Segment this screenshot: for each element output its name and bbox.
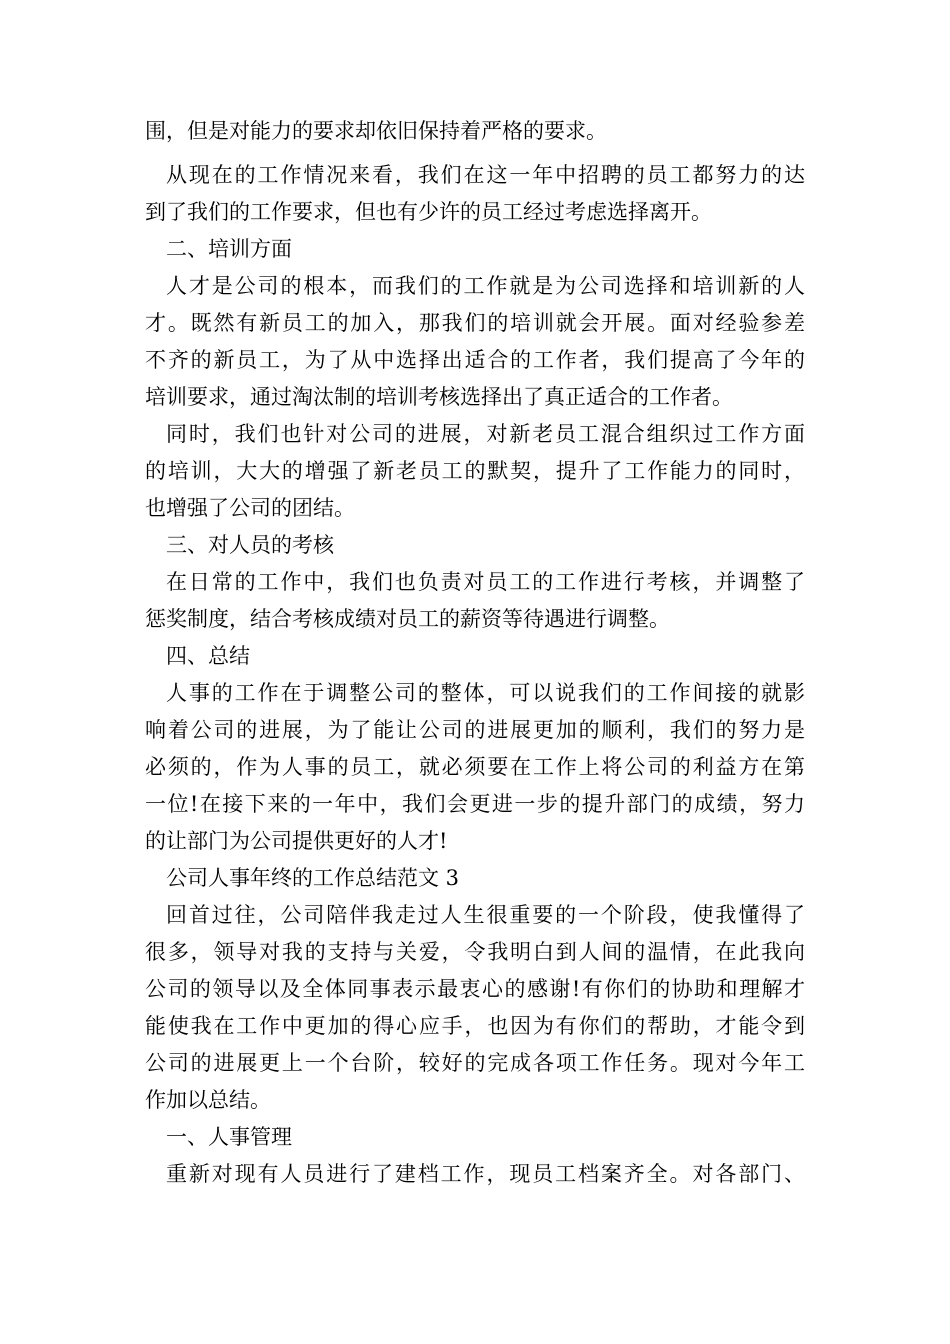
paragraph-line: 从现在的工作情况来看，我们在这一年中招聘的员工都努力的达 [166, 163, 805, 187]
section-heading: 二、培训方面 [166, 237, 292, 261]
paragraph-line: 到了我们的工作要求，但也有少许的员工经过考虑选择离开。 [145, 200, 712, 224]
paragraph-line: 公司的领导以及全体同事表示最衷心的感谢!有你们的协助和理解才 [145, 977, 805, 1001]
paragraph-line: 的让部门为公司提供更好的人才! [145, 829, 448, 853]
section-heading: 四、总结 [166, 644, 250, 668]
paragraph-line: 的培训，大大的增强了新老员工的默契，提升了工作能力的同时， [145, 459, 805, 483]
section-heading: 一、人事管理 [166, 1125, 292, 1149]
paragraph-line: 同时，我们也针对公司的进展，对新老员工混合组织过工作方面 [166, 422, 805, 446]
paragraph-line: 在日常的工作中，我们也负责对员工的工作进行考核，并调整了 [166, 570, 805, 594]
paragraph-line: 重新对现有人员进行了建档工作，现员工档案齐全。对各部门、 [166, 1162, 805, 1186]
paragraph-line: 人才是公司的根本，而我们的工作就是为公司选择和培训新的人 [166, 274, 805, 298]
paragraph-line: 公司的进展更上一个台阶，较好的完成各项工作任务。现对今年工 [145, 1051, 805, 1075]
paragraph-line: 作加以总结。 [145, 1088, 271, 1112]
paragraph-line: 一位!在接下来的一年中，我们会更进一步的提升部门的成绩，努力 [145, 792, 805, 816]
article-title: 公司人事年终的工作总结范文 3 [166, 866, 460, 890]
paragraph-line: 回首过往，公司陪伴我走过人生很重要的一个阶段，使我懂得了 [166, 903, 805, 927]
paragraph-line: 不齐的新员工，为了从中选择出适合的工作者，我们提高了今年的 [145, 348, 805, 372]
paragraph-line: 也增强了公司的团结。 [145, 496, 355, 520]
section-heading: 三、对人员的考核 [166, 533, 334, 557]
paragraph-line: 能使我在工作中更加的得心应手，也因为有你们的帮助，才能令到 [145, 1014, 805, 1038]
paragraph-line: 惩奖制度，结合考核成绩对员工的薪资等待遇进行调整。 [145, 607, 670, 631]
paragraph-line: 才。既然有新员工的加入，那我们的培训就会开展。面对经验参差 [145, 311, 805, 335]
paragraph-line: 培训要求，通过淘汰制的培训考核选择出了真正适合的工作者。 [145, 385, 733, 409]
paragraph-line: 人事的工作在于调整公司的整体，可以说我们的工作间接的就影 [166, 681, 805, 705]
paragraph-line: 必须的，作为人事的员工，就必须要在工作上将公司的利益方在第 [145, 755, 805, 779]
paragraph-line: 很多，领导对我的支持与关爱，令我明白到人间的温情，在此我向 [145, 940, 805, 964]
paragraph-line: 响着公司的进展，为了能让公司的进展更加的顺利，我们的努力是 [145, 718, 805, 742]
paragraph-line: 围，但是对能力的要求却依旧保持着严格的要求。 [145, 119, 607, 143]
